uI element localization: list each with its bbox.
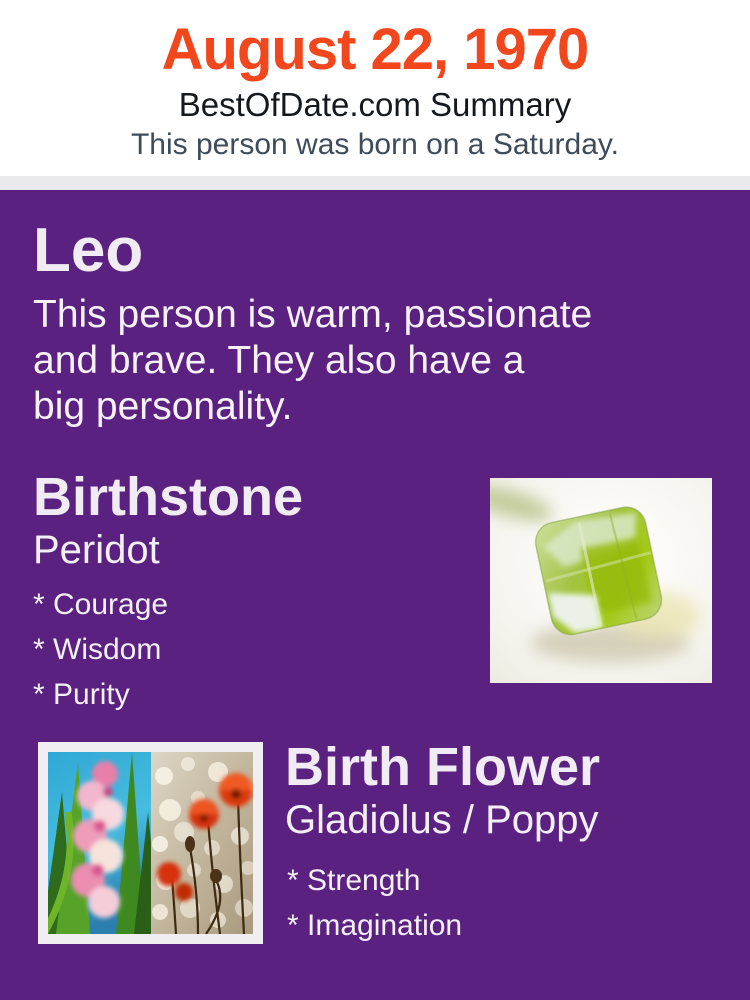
zodiac-description-line: and brave. They also have a bbox=[33, 339, 525, 382]
gladiolus-and-poppy-photo bbox=[38, 742, 263, 944]
zodiac-sign-title: Leo bbox=[33, 216, 144, 285]
birthstone-trait: * Wisdom bbox=[33, 633, 162, 666]
site-summary-line: BestOfDate.com Summary bbox=[178, 86, 572, 123]
date-title: August 22, 1970 bbox=[161, 17, 589, 82]
birth-flower-trait: * Strength bbox=[287, 864, 421, 897]
birthstone-heading: Birthstone bbox=[33, 467, 303, 527]
peridot-gemstone-photo bbox=[490, 478, 712, 683]
birthstone-traits bbox=[33, 582, 303, 717]
birth-flower-name: Gladiolus / Poppy bbox=[285, 798, 599, 842]
birthstone-trait: * Purity bbox=[33, 678, 130, 711]
birth-flower-heading: Birth Flower bbox=[285, 737, 601, 797]
header bbox=[0, 0, 750, 176]
born-day-line: This person was born on a Saturday. bbox=[130, 128, 620, 161]
birth-flower-trait: * Imagination bbox=[287, 909, 463, 942]
zodiac-description-line: big personality. bbox=[33, 385, 293, 428]
birth-flower-traits bbox=[285, 858, 600, 948]
zodiac-description bbox=[33, 292, 713, 430]
birth-flower-section bbox=[285, 738, 600, 948]
purple-body bbox=[0, 190, 750, 1000]
birthstone-section bbox=[33, 468, 303, 717]
birthstone-name: Peridot bbox=[33, 528, 160, 572]
header-divider bbox=[0, 176, 750, 190]
birthstone-trait: * Courage bbox=[33, 588, 169, 621]
zodiac-description-line: This person is warm, passionate bbox=[33, 293, 593, 336]
